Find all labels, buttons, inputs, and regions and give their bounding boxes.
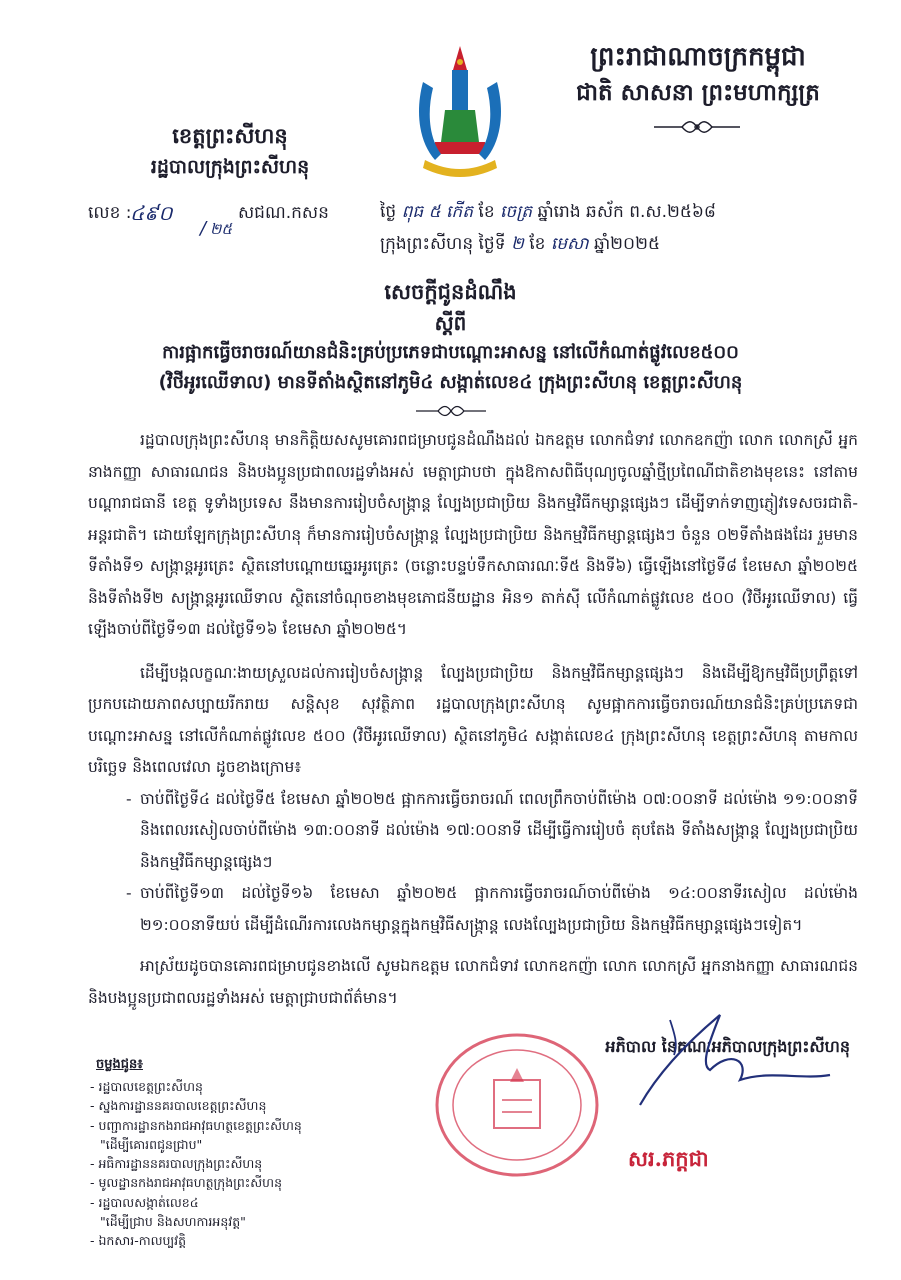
notice-title-block [40, 276, 861, 398]
notice-subject-line-2: (វិថីអូរឈើទាល) មានទីតាំងស្ថិតនៅភូមិ៤ សង្កាត់លេខ៤ ក្រុងព្រះសីហនុ ខេត្តព្រះសីហនុ [158, 372, 743, 393]
notice-body [88, 425, 858, 1014]
reference-value: ៤៩០ [130, 201, 173, 225]
notice-title: សេចក្ដីជូនដំណឹង [384, 279, 517, 304]
title-ornament-icon [414, 405, 488, 417]
province-name: ខេត្តព្រះសីហនុ [172, 123, 288, 148]
copy-item: - រដ្ឋបាលសង្កាត់លេខ៤ [90, 1194, 199, 1210]
issuer-block [110, 120, 350, 182]
signer-name: សរ.ភក្ដជា [628, 1146, 709, 1171]
handwritten-signature-icon [600, 1010, 840, 1120]
body-paragraph-3: អាស្រ័យដូចបានគោរពជម្រាបជូនខាងលើ សូមឯកឧត្តម លោកជំទាវ លោកឧកញ៉ា លោក លោកស្រី អ្នកនាងកញ្ញា សាធារណជន និងបងប្អូនប្រជាពលរដ្ឋទាំងអស់ មេត្តាជ្រាបជាព័ត៌មាន។ [88, 957, 858, 1007]
reference-label: លេខ : [88, 203, 132, 223]
lunar-year: ឆ្នាំរោង ឆស័ក ព.ស.២៥៦៨ [537, 202, 716, 222]
date-block [380, 196, 860, 260]
body-paragraph-2: ដើម្បីបង្កលក្ខណៈងាយស្រួលដល់ការរៀបចំសង្ក្រាន្ត ល្បែងប្រជាប្រិយ និងកម្មវិធីកម្សាន្តផ្សេងៗ និងដើម្បីឱ្យកម្មវិធីប្រព្រឹត្តទៅប្រកបដោយភាពសប្បាយរីករាយ សន្តិសុខ សុវត្ថិភាព រដ្ឋបាលក្រុងព្រះសីហនុ សូមផ្អាកការធ្វើចរាចរណ៍យានជំនិះគ្រប់ប្រភេទជាបណ្ដោះអាសន្ន នៅលើកំណាត់ផ្លូវលេខ ៥០០ (វិថីអូរឈើទាល) ស្ថិតនៅភូមិ៤ សង្កាត់លេខ៤ ក្រុងព្រះសីហនុ ខេត្តព្រះសីហនុ តាមកាលបរិច្ឆេទ និងពេលវេលា ដូចខាងក្រោម៖ [88, 663, 858, 776]
schedule-item-2: - ចាប់ពីថ្ងៃទី១៣ ដល់ថ្ងៃទី១៦ ខែមេសា ឆ្នាំ២០២៥ ផ្អាកការធ្វើចរាចរណ៍ចាប់ពីម៉ោង ១៤:០០នាទីរសៀល ដល់ម៉ោង ២១:០០នាទីយប់ ដើម្បីដំណើរការលេងកម្សាន្តក្នុងកម្មវិធីសង្ក្រាន្ត លេងល្បែងប្រជាប្រិយ និងកម្មវិធីកម្សាន្តផ្សេងៗទៀត។ [128, 878, 858, 941]
schedule-list [88, 784, 858, 942]
national-motto: ជាតិ សាសនា ព្រះមហាក្សត្រ [576, 79, 820, 106]
solar-month-label: ខែ [529, 234, 546, 254]
copy-heading: ចម្លងជូន៖ [96, 1057, 143, 1072]
signer-title: អភិបាល នៃគណៈអភិបាលក្រុងព្រះសីហនុ [605, 1037, 850, 1056]
reference-year: ២៥ [210, 220, 232, 238]
copy-note: "ដើម្បីគោរពជូនជ្រាប" [100, 1136, 203, 1152]
ornament-divider-icon [652, 120, 742, 134]
notice-subject-label: ស្ដីពី [434, 311, 467, 335]
municipal-emblem-icon [405, 42, 515, 184]
solar-date [380, 228, 860, 260]
copy-item: - បញ្ជាការដ្ឋានកងរាជអាវុធហត្ថខេត្តព្រះសីហនុ [90, 1117, 302, 1133]
administration-name: រដ្ឋបាលក្រុងព្រះសីហនុ [150, 156, 310, 178]
kingdom-header [548, 38, 848, 110]
copy-item: - អធិការដ្ឋាននគរបាលក្រុងព្រះសីហនុ [90, 1156, 263, 1172]
copy-item: - ស្នងការដ្ឋាននគរបាលខេត្តព្រះសីហនុ [90, 1098, 267, 1114]
notice-subject-line-1: ការផ្អាកធ្វើចរាចរណ៍យានជំនិះគ្រប់ប្រភេទជាបណ្ដោះអាសន្ន នៅលើកំណាត់ផ្លូវលេខ៥០០ [162, 342, 739, 363]
reference-slash: / [200, 218, 207, 239]
copy-distribution-list [90, 1053, 410, 1251]
lunar-date [380, 196, 860, 228]
copy-item: - រដ្ឋបាលខេត្តព្រះសីហនុ [90, 1079, 203, 1094]
lunar-phase: ៥ កើត [428, 202, 474, 222]
body-paragraph-1: រដ្ឋបាលក្រុងព្រះសីហនុ មានកិត្តិយសសូមគោរពជម្រាបជូនដំណឹងដល់ ឯកឧត្តម លោកជំទាវ លោកឧកញ៉ា លោក លោកស្រី អ្នកនាងកញ្ញា សាធារណជន និងបងប្អូនប្រជាពលរដ្ឋទាំងអស់ មេត្តាជ្រាបថា ក្នុងឱកាសពិធីបុណ្យចូលឆ្នាំថ្មីប្រពៃណីជាតិខាងមុខនេះ នៅតាមបណ្ដារាជធានី ខេត្ត ទូទាំងប្រទេស នឹងមានការរៀបចំសង្ក្រាន្ត ល្បែងប្រជាប្រិយ និងកម្មវិធីកម្សាន្តផ្សេងៗ ដើម្បីទាក់ទាញភ្ញៀវទេសចរជាតិ-អន្តរជាតិ។ ដោយឡែកក្រុងព្រះសីហនុ ក៏មានការរៀបចំសង្ក្រាន្ត ល្បែងប្រជាប្រិយ និងកម្មវិធីកម្សាន្តផ្សេងៗ ចំនួន ០២ទីតាំងផងដែរ រួមមាន ទីតាំងទី១ សង្ក្រាន្តអូរត្រេះ ស្ថិតនៅបណ្ដោយឆ្នេរអូរត្រេះ (ចន្លោះបន្ទប់ទឹកសាធារណៈទី៥ និងទី៦) ធ្វើឡើងនៅថ្ងៃទី៨ ខែមេសា ឆ្នាំ២០២៥ និងទីតាំងទី២ សង្ក្រាន្តអូរឈើទាល ស្ថិតនៅចំណុចខាងមុខភោជនីយដ្ឋាន អិន១ តាក់ស៊ី លើកំណាត់ផ្លូវលេខ ៥០០ (វិថីអូរឈើទាល) ធ្វើឡើងចាប់ពីថ្ងៃទី១៣ ដល់ថ្ងៃទី១៦ ខែមេសា ឆ្នាំ២០២៥។ [88, 431, 858, 638]
copy-item: - មូលដ្ឋានកងរាជអាវុធហត្ថក្រុងព្រះសីហនុ [90, 1175, 283, 1191]
reference-number [88, 200, 358, 244]
lunar-date-prefix: ថ្ងៃ [380, 202, 397, 222]
lunar-month: ចេត្រ [500, 202, 533, 222]
reference-suffix: សជណ.កសន [238, 203, 329, 223]
lunar-month-label: ខែ [478, 202, 495, 222]
solar-place-day: ក្រុងព្រះសីហនុ ថ្ងៃទី [380, 234, 506, 254]
kingdom-title: ព្រះរាជាណាចក្រកម្ពុជា [590, 42, 806, 72]
solar-day: ២ [510, 234, 524, 254]
solar-year: ឆ្នាំ២០២៥ [594, 234, 660, 254]
lunar-day: ពុធ [401, 202, 424, 222]
copy-item: - ឯកសារ-កាលប្បវត្តិ [90, 1233, 187, 1249]
copy-note: "ដើម្បីជ្រាប និងសហការអនុវត្ត" [100, 1214, 246, 1230]
schedule-item-1: - ចាប់ពីថ្ងៃទី៤ ដល់ថ្ងៃទី៥ ខែមេសា ឆ្នាំ២០២៥ ផ្អាកការធ្វើចរាចរណ៍ ពេលព្រឹកចាប់ពីម៉ោង ០៧:០០នាទី ដល់ម៉ោង ១១:០០នាទី និងពេលរសៀលចាប់ពីម៉ោង ១៣:០០នាទី ដល់ម៉ោង ១៧:០០នាទី ដើម្បីធ្វើការរៀបចំ តុបតែង ទីតាំងសង្ក្រាន្ត ល្បែងប្រជាប្រិយ និងកម្មវិធីកម្សាន្តផ្សេងៗ [128, 784, 858, 879]
solar-month: មេសា [550, 234, 589, 254]
